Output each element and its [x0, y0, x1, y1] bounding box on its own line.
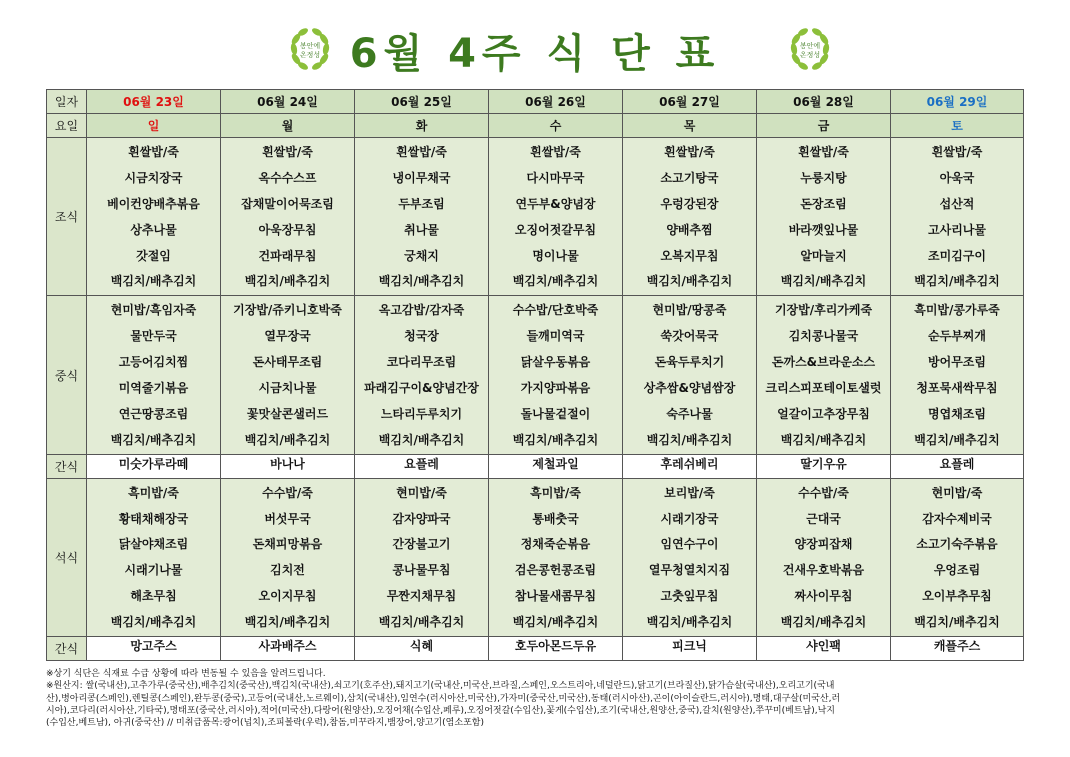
menu-item: 고춧잎무침: [660, 589, 719, 604]
menu-item: 순두부찌개: [928, 329, 986, 344]
menu-item: 열무장국: [264, 329, 311, 344]
menu-item: 건파래무침: [258, 248, 317, 263]
menu-item: 돈육두루치기: [654, 355, 725, 370]
menu-item: 현미밥/죽: [931, 485, 983, 500]
menu-item: 섭산적: [939, 196, 975, 211]
menu-item: 백김치/배추김치: [914, 432, 1000, 447]
menu-item: 흰쌀밥/죽: [664, 145, 715, 159]
menu-item: 현미밥/흑임자죽: [110, 303, 197, 318]
menu-item: 정채죽순볶음: [520, 537, 591, 552]
menu-item: 오이부추무침: [922, 589, 992, 604]
menu-item: 옥고감밥/감자죽: [378, 303, 465, 318]
menu-item: 흰쌀밥/죽: [931, 145, 983, 159]
weekday-row: [47, 114, 1024, 138]
weekday-cell: 목: [623, 114, 757, 138]
lunch-cell: [757, 296, 891, 454]
menu-item: 소고기탕국: [660, 170, 719, 185]
menu-item: 수수밥/죽: [798, 485, 849, 500]
date-cell: 06월 29일: [891, 90, 1024, 114]
menu-item: 시래기나물: [124, 563, 183, 578]
menu-item: 다시마무국: [526, 170, 585, 185]
lunch-cell: [221, 296, 355, 454]
menu-item: 흰쌀밥/죽: [798, 145, 849, 159]
dinner-cell: [355, 478, 489, 636]
lunch-cell: [87, 296, 221, 454]
lunch-cell: [623, 296, 757, 454]
snack-cell: 샤인팩: [757, 637, 891, 661]
menu-item: 수수밥/단호박죽: [512, 303, 599, 318]
breakfast-cell: [891, 138, 1024, 296]
menu-item: 명엽채조림: [928, 406, 986, 421]
menu-item: 갓절임: [136, 248, 171, 263]
menu-item: 궁채지: [404, 248, 439, 263]
menu-item: 베이컨양배추볶음: [107, 196, 200, 211]
menu-item: 김치전: [270, 563, 305, 578]
menu-item: 김치콩나물국: [788, 329, 859, 344]
date-cell: 06월 24일: [221, 90, 355, 114]
menu-item: 시금치나물: [258, 381, 317, 396]
menu-item: 백김치/배추김치: [378, 274, 465, 289]
menu-item: 오복지무침: [660, 248, 719, 263]
menu-item: 기장밥/쥬키니호박죽: [233, 303, 342, 318]
snack-cell: 후레쉬베리: [623, 454, 757, 478]
menu-item: 참나물새콤무침: [514, 589, 597, 604]
menu-item: 명이나물: [532, 248, 579, 263]
menu-item: 숙주나물: [666, 406, 713, 421]
menu-item: 옥수수스프: [258, 170, 317, 185]
menu-item: 백김치/배추김치: [378, 615, 465, 630]
menu-item: 흰쌀밥/죽: [262, 145, 313, 159]
breakfast-cell: [87, 138, 221, 296]
date-cell: 06월 27일: [623, 90, 757, 114]
dinner-cell: [623, 478, 757, 636]
menu-item: 백김치/배추김치: [110, 615, 197, 630]
snack1-row: [47, 454, 1024, 478]
breakfast-cell: [489, 138, 623, 296]
menu-item: 아욱장무침: [258, 222, 317, 237]
snack2-row: [47, 637, 1024, 661]
date-row: [47, 90, 1024, 114]
menu-table: [46, 89, 1024, 661]
logo-text-bottom: 온정성: [299, 51, 321, 59]
lunch-cell: [891, 296, 1024, 454]
menu-item: 흑미밥/콩가루죽: [914, 303, 1000, 318]
menu-item: 백김치/배추김치: [780, 615, 867, 630]
menu-item: 양장피잡채: [794, 537, 853, 552]
snack-cell: 딸기우유: [757, 454, 891, 478]
breakfast-cell: [355, 138, 489, 296]
menu-item: 돈사태무조림: [252, 355, 323, 370]
menu-item: 감자수제비국: [922, 511, 992, 526]
menu-item: 취나물: [404, 222, 439, 237]
logo-text-top: 봉안에: [299, 42, 321, 50]
weekday-cell: 수: [489, 114, 623, 138]
menu-item: 백김치/배추김치: [914, 615, 1000, 630]
menu-item: 콩나물무침: [392, 563, 451, 578]
menu-item: 알마늘지: [800, 248, 847, 263]
snack-cell: 요플레: [355, 454, 489, 478]
menu-item: 방어무조림: [928, 355, 986, 370]
menu-item: 백김치/배추김치: [780, 274, 867, 289]
menu-item: 짜사이무침: [794, 589, 853, 604]
menu-item: 양배추찜: [666, 222, 713, 237]
row-label-dinner: 석식: [47, 478, 87, 636]
note-line: (수입산,베트남), 아귀(중국산) // 미취급품목:광어(넙치),조피볼락(우럭),참돔,미꾸라지,뱀장어,양고기(염소포함): [46, 718, 484, 729]
menu-item: 청포묵새싹무침: [916, 381, 998, 396]
menu-item: 흰쌀밥/죽: [530, 145, 581, 159]
menu-item: 감자양파국: [392, 511, 451, 526]
menu-item: 백김치/배추김치: [512, 432, 599, 447]
menu-item: 코다리무조림: [386, 355, 457, 370]
menu-item: 파래김구이&양념간장: [364, 381, 479, 396]
menu-item: 상추나물: [130, 222, 177, 237]
breakfast-row: [47, 138, 1024, 296]
row-label-breakfast: 조식: [47, 138, 87, 296]
menu-item: 얼갈이고추장무침: [777, 406, 870, 421]
note-line: 시아),코다리(러시아산,기타국),명태포(중국산,러시아),적어(미국산),다랑어(원양산),오징어채(수입산,페루),오징어젓갈(수입산),꽃게(수입산),조기(국내산,원양산,중국),갈치(원양산),쭈꾸미(베트남),낙지: [46, 705, 835, 716]
menu-item: 현미밥/땅콩죽: [652, 303, 727, 318]
breakfast-cell: [757, 138, 891, 296]
menu-item: 연두부&양념장: [515, 196, 596, 211]
snack-cell: 미숫가루라떼: [87, 454, 221, 478]
menu-item: 황태채해장국: [118, 511, 189, 526]
menu-item: 시금치장국: [124, 170, 183, 185]
menu-item: 물만두국: [130, 329, 177, 344]
menu-item: 아욱국: [939, 170, 975, 185]
snack-cell: 호두아몬드두유: [489, 637, 623, 661]
menu-item: 백김치/배추김치: [512, 615, 599, 630]
menu-item: 백김치/배추김치: [512, 274, 599, 289]
weekday-cell: 화: [355, 114, 489, 138]
menu-item: 쑥갓어묵국: [660, 329, 719, 344]
menu-item: 두부조림: [398, 196, 445, 211]
note-line: 산),병아리콩(스페인),렌틸콩(스페인),완두콩(중국),고등어(국내산,노르웨이),삼치(국내산),임연수(러시아산,미국산),가자미(중국산,미국산),동태(러시아산),곤이(아이슬란드,러시아),명태,대구살(미국산,러: [46, 693, 841, 704]
menu-item: 백김치/배추김치: [110, 432, 197, 447]
row-label-snack2: 간식: [47, 637, 87, 661]
wreath-logo-icon: [785, 24, 835, 74]
menu-item: 바라깻잎나물: [788, 222, 859, 237]
menu-item: 백김치/배추김치: [378, 432, 465, 447]
menu-item: 조미김구이: [928, 248, 986, 263]
menu-item: 백김치/배추김치: [646, 432, 733, 447]
lunch-cell: [489, 296, 623, 454]
menu-item: 미역줄기볶음: [118, 381, 189, 396]
menu-item: 백김치/배추김치: [914, 274, 1000, 289]
menu-item: 연근땅콩조림: [118, 406, 189, 421]
menu-item: 흰쌀밥/죽: [396, 145, 447, 159]
dinner-row: [47, 478, 1024, 636]
menu-item: 백김치/배추김치: [244, 274, 331, 289]
dinner-cell: [757, 478, 891, 636]
menu-item: 가지양파볶음: [520, 381, 591, 396]
menu-item: 현미밥/죽: [396, 485, 447, 500]
menu-item: 검은콩헌콩조림: [514, 563, 597, 578]
menu-item: 상추쌈&양념쌈장: [643, 381, 736, 396]
menu-item: 임연수구이: [660, 537, 719, 552]
menu-item: 닭살우동볶음: [520, 355, 591, 370]
snack-cell: 제철과일: [489, 454, 623, 478]
snack-cell: 망고주스: [87, 637, 221, 661]
menu-item: 청국장: [404, 329, 439, 344]
weekday-cell: 토: [891, 114, 1024, 138]
weekday-cell: 금: [757, 114, 891, 138]
menu-item: 흑미밥/죽: [530, 485, 581, 500]
breakfast-cell: [623, 138, 757, 296]
menu-item: 수수밥/죽: [262, 485, 313, 500]
menu-item: 백김치/배추김치: [646, 615, 733, 630]
dinner-cell: [489, 478, 623, 636]
menu-item: 크리스피포테이토샐럿: [765, 381, 882, 396]
logo-text-top: 봉안에: [799, 42, 821, 50]
dinner-cell: [221, 478, 355, 636]
menu-item: 백김치/배추김치: [646, 274, 733, 289]
menu-item: 버섯무국: [264, 511, 311, 526]
snack-cell: 피크닉: [623, 637, 757, 661]
menu-item: 냉이무채국: [392, 170, 451, 185]
row-label-lunch: 중식: [47, 296, 87, 454]
menu-item: 느타리두루치기: [380, 406, 463, 421]
menu-item: 누룽지탕: [800, 170, 847, 185]
menu-item: 무짠지채무침: [386, 589, 457, 604]
menu-item: 돈채피망볶음: [252, 537, 323, 552]
menu-item: 소고기숙주볶음: [916, 537, 998, 552]
menu-item: 근대국: [806, 511, 841, 526]
date-cell: 06월 26일: [489, 90, 623, 114]
menu-item: 닭살야채조림: [118, 537, 189, 552]
menu-item: 오이지무침: [258, 589, 317, 604]
menu-item: 고사리나물: [928, 222, 986, 237]
menu-item: 흰쌀밥/죽: [128, 145, 179, 159]
snack-cell: 요플레: [891, 454, 1024, 478]
menu-item: 들깨미역국: [526, 329, 585, 344]
notes: [46, 668, 1026, 729]
row-label-day: 요일: [47, 114, 87, 138]
date-cell: 06월 25일: [355, 90, 489, 114]
menu-item: 백김치/배추김치: [244, 615, 331, 630]
dinner-cell: [891, 478, 1024, 636]
menu-item: 간장불고기: [392, 537, 451, 552]
header: [0, 0, 1070, 86]
menu-item: 흑미밥/죽: [128, 485, 179, 500]
row-label-snack1: 간식: [47, 454, 87, 478]
snack-cell: 바나나: [221, 454, 355, 478]
menu-item: 오징어젓갈무침: [514, 222, 597, 237]
breakfast-cell: [221, 138, 355, 296]
row-label-date: 일자: [47, 90, 87, 114]
menu-item: 우엉조림: [933, 563, 981, 578]
menu-item: 백김치/배추김치: [244, 432, 331, 447]
snack-cell: 식혜: [355, 637, 489, 661]
menu-item: 돌나물겉절이: [520, 406, 591, 421]
lunch-row: [47, 296, 1024, 454]
menu-item: 보리밥/죽: [664, 485, 715, 500]
menu-item: 건새우호박볶음: [782, 563, 865, 578]
note-line: ※상기 식단은 식재료 수급 상황에 따라 변동될 수 있음을 알려드립니다.: [46, 669, 326, 679]
dinner-cell: [87, 478, 221, 636]
note-line: ※원산지: 쌀(국내산),고추가루(중국산),배추김치(중국산),백김치(국내산),쇠고기(호주산),돼지고기(국내산,미국산,브라질,스페인,오스트리아,네덜란드),닭고기(브라질산),닭가슴살(국내산),오리고기(국내: [46, 681, 835, 692]
snack-cell: 캐플주스: [891, 637, 1024, 661]
logo-text-bottom: 온정성: [799, 51, 821, 59]
menu-item: 시래기장국: [660, 511, 719, 526]
date-cell: 06월 23일: [87, 90, 221, 114]
menu-item: 백김치/배추김치: [780, 432, 867, 447]
lunch-cell: [355, 296, 489, 454]
page-title: 6월 4주 식 단 표: [349, 31, 721, 77]
menu-item: 잡채말이어묵조림: [241, 196, 334, 211]
menu-item: 고등어김치찜: [118, 355, 189, 370]
menu-item: 열무청열치지짐: [648, 563, 731, 578]
menu-item: 꽃맛살콘샐러드: [246, 406, 329, 421]
menu-item: 돈장조림: [800, 196, 847, 211]
menu-item: 해초무침: [130, 589, 177, 604]
weekday-cell: 일: [87, 114, 221, 138]
menu-item: 돈까스&브라운소스: [771, 355, 876, 370]
weekday-cell: 월: [221, 114, 355, 138]
menu-item: 통배춧국: [532, 511, 579, 526]
snack-cell: 사과배주스: [221, 637, 355, 661]
menu-item: 우렁강된장: [660, 196, 719, 211]
menu-item: 기장밥/후리가케죽: [774, 303, 873, 318]
date-cell: 06월 28일: [757, 90, 891, 114]
menu-item: 백김치/배추김치: [110, 274, 197, 289]
